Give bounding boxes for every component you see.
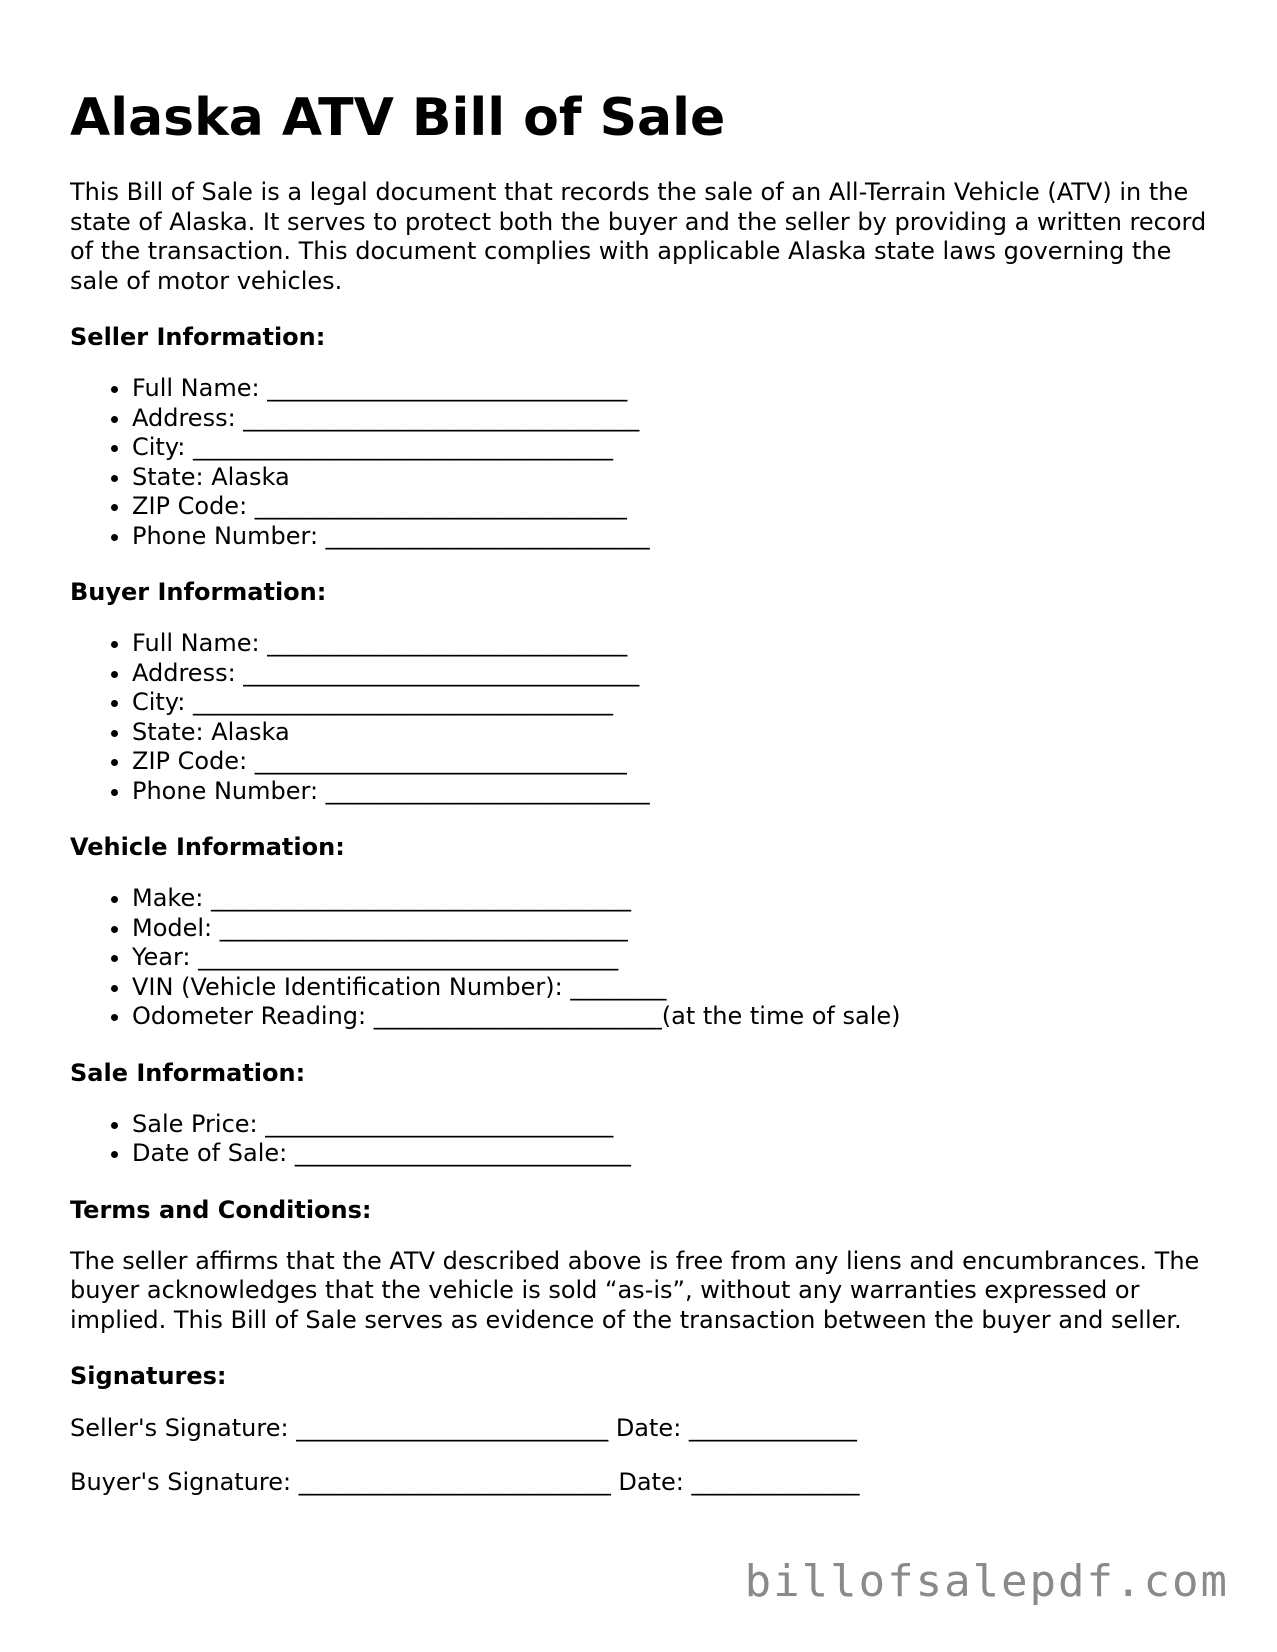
sale-info-list: [70, 1110, 1210, 1169]
vehicle-make: • Make: ___________________________________: [132, 884, 1210, 914]
sale-price: • Sale Price: _____________________________: [132, 1110, 1210, 1140]
seller-zip: • ZIP Code: _______________________________: [132, 492, 1210, 522]
seller-state: • State: Alaska: [132, 463, 1210, 493]
sale-date: • Date of Sale: ____________________________: [132, 1139, 1210, 1169]
seller-info-list: [70, 374, 1210, 551]
watermark: billofsalepdf.com: [744, 1556, 1229, 1607]
vehicle-odometer: • Odometer Reading: ________________________(at the time of sale): [132, 1002, 1210, 1032]
vehicle-year: • Year: ___________________________________: [132, 943, 1210, 973]
intro-paragraph: This Bill of Sale is a legal document that records the sale of an All-Terrain Vehicle (ATV) in the state of Alaska. It serves to protect both the buyer and the seller by providing a written record of the transaction. This document complies with applicable Alaska state laws governing the sale of motor vehicles.: [70, 178, 1207, 295]
seller-signature-line: Seller's Signature: __________________________ Date: ______________: [70, 1414, 857, 1442]
buyer-info-list: [70, 629, 1210, 806]
terms-heading: Terms and Conditions:: [70, 1195, 372, 1224]
buyer-phone: • Phone Number: ___________________________: [132, 777, 1210, 807]
signatures-heading: Signatures:: [70, 1362, 227, 1390]
document-page: [70, 86, 1210, 1497]
buyer-zip: • ZIP Code: _______________________________: [132, 747, 1210, 777]
vehicle-info-list: [70, 884, 1210, 1032]
buyer-heading: Buyer Information:: [70, 578, 327, 606]
seller-phone: • Phone Number: ___________________________: [132, 522, 1210, 552]
seller-heading: Seller Information:: [70, 323, 326, 351]
seller-full-name: • Full Name: ______________________________: [132, 374, 1210, 404]
buyer-city: • City: ___________________________________: [132, 688, 1210, 718]
vehicle-model: • Model: __________________________________: [132, 914, 1210, 944]
terms-paragraph: The seller affirms that the ATV described above is free from any liens and encumbrances. The buyer acknowledges that the vehicle is sold “as-is”, without any warranties expressed or implied. This Bill of Sale serves as evidence of the transaction between the buyer and seller.: [70, 1246, 1200, 1334]
vehicle-heading: Vehicle Information:: [70, 833, 345, 861]
buyer-address: • Address: _________________________________: [132, 659, 1210, 689]
vehicle-vin: • VIN (Vehicle Identification Number): ________: [132, 973, 1210, 1003]
buyer-full-name: • Full Name: ______________________________: [132, 629, 1210, 659]
seller-city: • City: ___________________________________: [132, 433, 1210, 463]
buyer-state: • State: Alaska: [132, 718, 1210, 748]
buyer-signature-line: Buyer's Signature: __________________________ Date: ______________: [70, 1468, 860, 1496]
sale-heading: Sale Information:: [70, 1058, 306, 1087]
seller-address: • Address: _________________________________: [132, 404, 1210, 434]
document-title: Alaska ATV Bill of Sale: [70, 88, 726, 148]
